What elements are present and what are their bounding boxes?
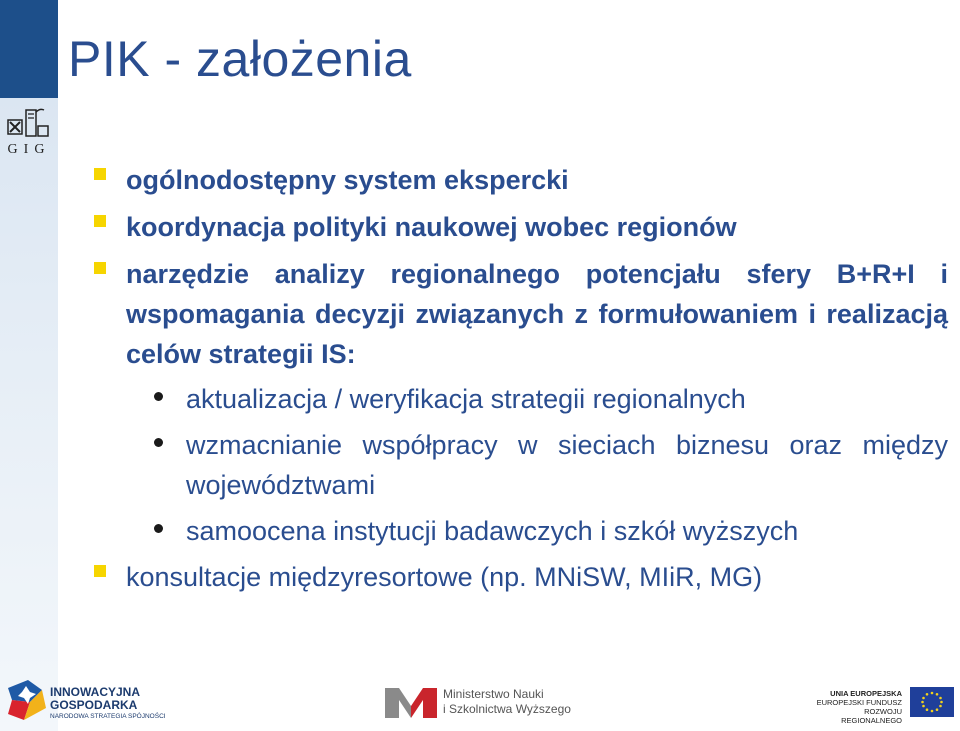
bullet-square-icon: [94, 215, 106, 227]
ministry-logo: [385, 684, 575, 724]
ministry-logo-icon: [385, 684, 437, 718]
bullet-list: [92, 160, 948, 597]
eu-flag-icon: [910, 687, 954, 717]
ig-line3: NARODOWA STRATEGIA SPÓJNOŚCI: [50, 713, 166, 720]
sub-list-item: [0, 511, 948, 551]
sub-list-item: [0, 379, 948, 419]
footer-logos: [0, 670, 960, 731]
bullet-dot-icon: [154, 438, 163, 447]
ue-line2: EUROPEJSKI FUNDUSZ: [816, 698, 902, 707]
sub-list-item-text: samoocena instytucji badawczych i szkół wyższych: [186, 516, 799, 546]
gig-logo-text: GIG: [7, 142, 51, 157]
bullet-square-icon: [94, 262, 106, 274]
sub-list-item-text: aktualizacja / weryfikacja strategii regionalnych: [186, 384, 746, 414]
ue-line3: ROZWOJU REGIONALNEGO: [841, 707, 902, 725]
sub-list-item: [0, 425, 948, 505]
list-item-text: ogólnodostępny system ekspercki: [126, 165, 569, 195]
ue-line1: UNIA EUROPEJSKA: [830, 689, 902, 698]
list-item-text: koordynacja polityki naukowej wobec regionów: [126, 212, 737, 242]
innowacyjna-gospodarka-logo: [8, 680, 168, 728]
list-item: [92, 557, 948, 597]
bullet-square-icon: [94, 565, 106, 577]
sub-list-item-text: wzmacnianie współpracy w sieciach biznesu oraz między województwami: [186, 430, 948, 500]
left-sidebar: [0, 0, 58, 731]
list-item: [92, 254, 948, 374]
bullet-dot-icon: [154, 392, 163, 401]
ministry-line1: Ministerstwo Nauki: [443, 687, 544, 701]
ig-line1: INNOWACYJNA: [50, 685, 141, 699]
ministry-line2: i Szkolnictwa Wyższego: [443, 702, 571, 716]
list-item-text: narzędzie analizy regionalnego potencjału sfery B+R+I i wspomagania decyzji związanych z formułowaniem i realizacją celów strategii IS:: [126, 259, 948, 369]
bullet-square-icon: [94, 168, 106, 180]
bullet-dot-icon: [154, 524, 163, 533]
list-item: [92, 160, 948, 200]
eu-logo: [806, 684, 954, 724]
list-item: [92, 207, 948, 247]
ig-logo-icon: [8, 680, 46, 722]
page-title: PIK - założenia: [68, 31, 412, 87]
list-item-text: konsultacje międzyresortowe (np. MNiSW, MIiR, MG): [126, 562, 763, 592]
sub-bullet-list: [0, 379, 948, 551]
ig-line2: GOSPODARKA: [50, 698, 138, 712]
